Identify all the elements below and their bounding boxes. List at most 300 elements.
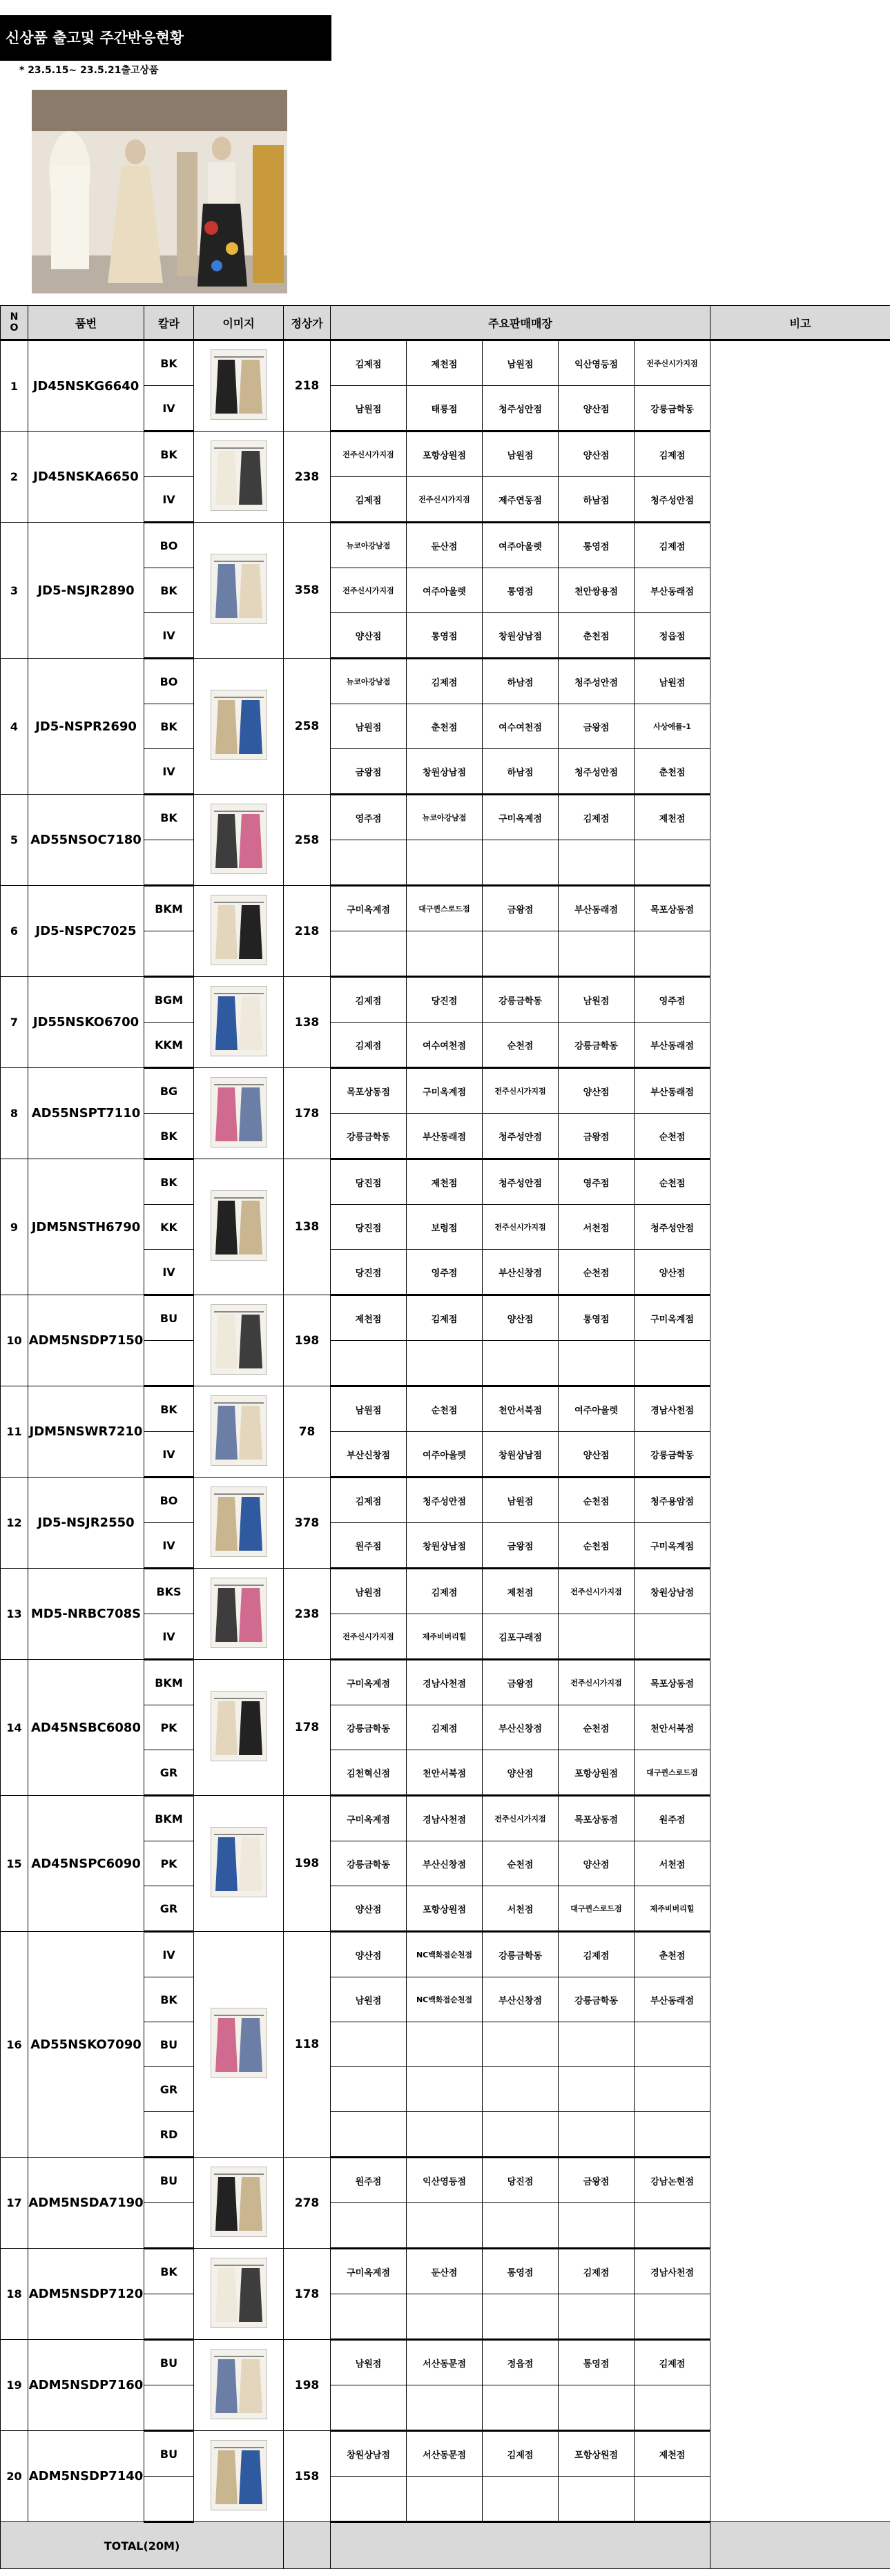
shop-cell: 양산점 [331, 1886, 407, 1932]
shop-cell [635, 840, 710, 886]
shop-cell: 금왕점 [559, 2158, 635, 2203]
shop-cell: 강남논현점 [635, 2158, 710, 2203]
color-code: RD [144, 2112, 194, 2158]
shop-cell: 제천점 [483, 1569, 559, 1614]
product-thumbnail [211, 1395, 267, 1466]
shop-cell: 순천점 [559, 1523, 635, 1569]
product-image-cell [194, 977, 284, 1068]
shop-cell [331, 931, 407, 977]
shop-cell: 대구퀸스로드점 [407, 886, 483, 931]
product-code: JD5-NSJR2550 [28, 1478, 144, 1569]
shop-cell: 뉴코아강남점 [331, 659, 407, 704]
shop-cell [407, 2203, 483, 2249]
shop-cell: 남원점 [483, 432, 559, 477]
product-image-cell [194, 2158, 284, 2249]
shop-cell: 강릉금학동 [635, 1432, 710, 1478]
shop-cell: 둔산점 [407, 2249, 483, 2294]
shop-cell: 김제점 [559, 2249, 635, 2294]
shop-cell: 남원점 [331, 2340, 407, 2385]
shop-cell: 김제점 [635, 523, 710, 568]
product-code: ADM5NSDA7190 [28, 2158, 144, 2249]
shop-cell: 포항상원점 [559, 2431, 635, 2477]
product-price: 198 [284, 2340, 331, 2431]
product-code: JDM5NSWR7210 [28, 1386, 144, 1478]
shop-cell [635, 2477, 710, 2522]
color-code: BU [144, 2158, 194, 2203]
shop-cell: 목포상동점 [331, 1068, 407, 1114]
product-image-cell [194, 340, 284, 432]
shop-cell: 김제점 [407, 1569, 483, 1614]
shop-cell: 청주성안점 [635, 477, 710, 523]
product-no: 8 [1, 1068, 28, 1159]
color-code: KKM [144, 1023, 194, 1068]
shop-cell: 남원점 [331, 1977, 407, 2022]
shop-cell: 통영점 [407, 613, 483, 659]
product-price: 358 [284, 523, 331, 659]
shop-cell [331, 2112, 407, 2158]
product-thumbnail [211, 986, 267, 1056]
color-code: GR [144, 1886, 194, 1932]
color-code: BU [144, 2431, 194, 2477]
color-code [144, 2477, 194, 2522]
shop-cell: 구미옥계점 [331, 1660, 407, 1705]
color-code: BU [144, 2022, 194, 2067]
product-no: 19 [1, 2340, 28, 2431]
shop-cell: 금왕점 [483, 1660, 559, 1705]
shop-cell [407, 931, 483, 977]
color-code: BKM [144, 1796, 194, 1841]
product-code: AD45NSBC6080 [28, 1660, 144, 1796]
color-code: IV [144, 477, 194, 523]
shop-cell [559, 931, 635, 977]
product-code: ADM5NSDP7160 [28, 2340, 144, 2431]
shop-cell: 김제점 [331, 977, 407, 1023]
shop-cell: 정읍점 [483, 2340, 559, 2385]
col-header-image: 이미지 [194, 306, 284, 340]
store-display-photo [32, 90, 287, 293]
shop-cell: 여주아울렛 [483, 523, 559, 568]
shop-cell: 김제점 [635, 432, 710, 477]
color-code [144, 840, 194, 886]
shop-cell: 순천점 [559, 1250, 635, 1295]
shop-cell [559, 2067, 635, 2112]
product-no: 6 [1, 886, 28, 977]
product-thumbnail [211, 1077, 267, 1147]
shop-cell: 여주아울렛 [559, 1386, 635, 1432]
product-no: 4 [1, 659, 28, 795]
col-header-shops: 주요판매매장 [331, 306, 710, 340]
shop-cell: 천안서북점 [483, 1386, 559, 1432]
shop-cell: 양산점 [635, 1250, 710, 1295]
col-header-price: 정상가 [284, 306, 331, 340]
shop-cell: 창원상남점 [483, 1432, 559, 1478]
shop-cell: 남원점 [331, 1386, 407, 1432]
shop-cell [559, 2294, 635, 2340]
product-code: ADM5NSDP7140 [28, 2431, 144, 2522]
table-header-row [1, 306, 890, 340]
product-price: 258 [284, 659, 331, 795]
shop-cell: 순천점 [407, 1386, 483, 1432]
shop-cell: 대구퀸스로드점 [635, 1750, 710, 1796]
shop-cell: 김제점 [559, 1932, 635, 1977]
product-thumbnail [211, 554, 267, 624]
color-code: GR [144, 1750, 194, 1796]
shop-cell: 여수여천점 [407, 1023, 483, 1068]
shop-cell: 춘천점 [559, 613, 635, 659]
shop-cell: 강릉금학동 [635, 386, 710, 432]
shop-cell: 통영점 [559, 523, 635, 568]
product-code: JD5-NSPR2690 [28, 659, 144, 795]
product-code: JD5-NSPC7025 [28, 886, 144, 977]
shop-cell: 통영점 [483, 568, 559, 613]
color-code [144, 931, 194, 977]
product-code: AD55NSOC7180 [28, 795, 144, 886]
color-code: IV [144, 1250, 194, 1295]
shop-cell: 창원상남점 [407, 1523, 483, 1569]
product-no: 2 [1, 432, 28, 523]
product-code: JD5-NSJR2890 [28, 523, 144, 659]
shop-cell: 전주신시가지점 [483, 1068, 559, 1114]
shop-cell: 순천점 [559, 1478, 635, 1523]
shop-cell [331, 2294, 407, 2340]
shop-cell [407, 2112, 483, 2158]
shop-cell: 경남사천점 [407, 1796, 483, 1841]
color-code: IV [144, 386, 194, 432]
shop-cell: 태릉점 [407, 386, 483, 432]
color-code: IV [144, 1932, 194, 1977]
shop-cell: 김제점 [559, 795, 635, 840]
product-no: 18 [1, 2249, 28, 2340]
shop-cell: 강릉금학동 [559, 1023, 635, 1068]
product-no: 10 [1, 1295, 28, 1386]
shop-cell: 구미옥계점 [483, 795, 559, 840]
page-title: 신상품 출고및 주간반응현황 [0, 15, 331, 61]
shop-cell: 제주연동점 [483, 477, 559, 523]
shop-cell: 창원상남점 [331, 2431, 407, 2477]
product-thumbnail [211, 440, 267, 511]
shop-cell: 청주용암점 [635, 1478, 710, 1523]
shop-cell [483, 2294, 559, 2340]
shop-cell: 강릉금학동 [331, 1114, 407, 1159]
total-label: TOTAL(20M) [1, 2522, 284, 2569]
shop-cell: 하남점 [483, 659, 559, 704]
shop-cell: 제주비버리힐 [635, 1886, 710, 1932]
color-code: GR [144, 2067, 194, 2112]
shop-cell [559, 2112, 635, 2158]
shop-cell [407, 2385, 483, 2431]
shop-cell: 김제점 [407, 659, 483, 704]
shop-cell [635, 1614, 710, 1660]
shop-cell: 원주점 [331, 1523, 407, 1569]
product-price: 218 [284, 340, 331, 432]
shop-cell: 서천점 [635, 1841, 710, 1886]
shop-cell: 금왕점 [483, 886, 559, 931]
shop-cell: 양산점 [559, 1068, 635, 1114]
shop-cell: 천안쌍용점 [559, 568, 635, 613]
shop-cell: 창원상남점 [483, 613, 559, 659]
color-code: BK [144, 2249, 194, 2294]
shop-cell: 하남점 [483, 749, 559, 795]
product-image-cell [194, 2340, 284, 2431]
product-no: 3 [1, 523, 28, 659]
product-image-cell [194, 1159, 284, 1295]
product-price: 158 [284, 2431, 331, 2522]
product-thumbnail [211, 2167, 267, 2237]
product-image-cell [194, 659, 284, 795]
product-thumbnail [211, 349, 267, 420]
shop-cell: 남원점 [331, 704, 407, 749]
shop-cell: 제천점 [331, 1295, 407, 1341]
product-price: 78 [284, 1386, 331, 1478]
shop-cell: 강릉금학동 [559, 1977, 635, 2022]
shop-cell: 순천점 [635, 1114, 710, 1159]
shop-cell: 경남사천점 [407, 1660, 483, 1705]
shop-cell [483, 2203, 559, 2249]
color-code: BK [144, 568, 194, 613]
shop-cell: 창원상남점 [635, 1569, 710, 1614]
shop-cell: 구미옥계점 [331, 1796, 407, 1841]
shop-cell: 청주성안점 [559, 659, 635, 704]
shop-cell: 부산신창점 [483, 1250, 559, 1295]
product-image-cell [194, 432, 284, 523]
product-price: 238 [284, 1569, 331, 1660]
shop-cell: 남원점 [559, 977, 635, 1023]
color-code: BKM [144, 1660, 194, 1705]
shop-cell: 부산동래점 [635, 1068, 710, 1114]
shop-cell [331, 2477, 407, 2522]
color-code: BK [144, 1977, 194, 2022]
shop-cell: 통영점 [483, 2249, 559, 2294]
product-price: 198 [284, 1295, 331, 1386]
product-code: AD55NSPT7110 [28, 1068, 144, 1159]
shop-cell: 양산점 [331, 1932, 407, 1977]
color-code: BK [144, 704, 194, 749]
product-image-cell [194, 886, 284, 977]
shop-cell: 원주점 [331, 2158, 407, 2203]
product-price: 238 [284, 432, 331, 523]
shop-cell: 전주신시가지점 [483, 1205, 559, 1250]
shop-cell: 양산점 [559, 1841, 635, 1886]
shop-cell: 창원상남점 [407, 749, 483, 795]
shop-cell: 김제점 [407, 1295, 483, 1341]
shop-cell: 금왕점 [559, 1114, 635, 1159]
shop-cell: 둔산점 [407, 523, 483, 568]
shop-cell: 순천점 [483, 1023, 559, 1068]
shop-cell: 영주점 [559, 1159, 635, 1205]
shop-cell: 순천점 [483, 1841, 559, 1886]
color-code [144, 2294, 194, 2340]
product-no: 17 [1, 2158, 28, 2249]
shop-cell: 김제점 [331, 1023, 407, 1068]
shop-cell: 순천점 [635, 1159, 710, 1205]
shop-cell: 김제점 [483, 2431, 559, 2477]
shop-cell: 포항상원점 [407, 1886, 483, 1932]
total-row [1, 2522, 890, 2569]
shop-cell: 남원점 [483, 1478, 559, 1523]
color-code: BU [144, 1295, 194, 1341]
color-code: BU [144, 2340, 194, 2385]
shop-cell: 청주성안점 [483, 1159, 559, 1205]
shop-cell [331, 2022, 407, 2067]
shop-cell: 원주점 [635, 1796, 710, 1841]
shop-cell: 남원점 [331, 1569, 407, 1614]
shop-cell: 천안서북점 [635, 1705, 710, 1750]
shop-cell: 제천점 [407, 1159, 483, 1205]
product-no: 1 [1, 340, 28, 432]
shop-cell: 통영점 [559, 2340, 635, 2385]
color-code: IV [144, 749, 194, 795]
product-price: 258 [284, 795, 331, 886]
shop-cell [483, 931, 559, 977]
shop-cell: 양산점 [559, 432, 635, 477]
shop-cell: 김제점 [331, 477, 407, 523]
product-thumbnail [211, 690, 267, 760]
product-price: 138 [284, 1159, 331, 1295]
color-code [144, 2385, 194, 2431]
shop-cell [559, 2203, 635, 2249]
product-code: JDM5NSTH6790 [28, 1159, 144, 1295]
shop-cell: 양산점 [559, 1432, 635, 1478]
shop-cell: 강릉금학동 [331, 1705, 407, 1750]
product-image-cell [194, 523, 284, 659]
shop-cell: 금왕점 [483, 1523, 559, 1569]
product-code: MD5-NRBC708S [28, 1569, 144, 1660]
date-range-note: * 23.5.15~ 23.5.21출고상품 [19, 65, 159, 76]
color-code: BK [144, 1386, 194, 1432]
shop-cell: 부산동래점 [635, 1977, 710, 2022]
shop-cell: 전주신시가지점 [331, 568, 407, 613]
color-code: BK [144, 340, 194, 386]
color-code [144, 1341, 194, 1386]
product-thumbnail [211, 1486, 267, 1557]
shop-cell: 강릉금학동 [483, 977, 559, 1023]
product-no: 15 [1, 1796, 28, 1932]
shop-cell: 전주신시가지점 [331, 1614, 407, 1660]
shop-cell: 남원점 [483, 340, 559, 386]
product-image-cell [194, 1295, 284, 1386]
product-no: 9 [1, 1159, 28, 1295]
shop-cell: 뉴코아강남점 [331, 523, 407, 568]
shop-cell: 김제점 [635, 2340, 710, 2385]
shop-cell: 양산점 [559, 386, 635, 432]
shop-cell [635, 2385, 710, 2431]
color-code: BGM [144, 977, 194, 1023]
shop-cell: 순천점 [559, 1705, 635, 1750]
product-code: ADM5NSDP7150 [28, 1295, 144, 1386]
shop-cell [331, 2067, 407, 2112]
shop-cell [559, 840, 635, 886]
product-no: 5 [1, 795, 28, 886]
shop-cell: 포항상원점 [407, 432, 483, 477]
shop-cell: 금왕점 [331, 749, 407, 795]
product-image-cell [194, 1386, 284, 1478]
table-body [1, 340, 890, 2522]
total-price-cell [284, 2522, 331, 2569]
shop-cell: 부산신창점 [331, 1432, 407, 1478]
product-price: 278 [284, 2158, 331, 2249]
color-code: KK [144, 1205, 194, 1250]
shop-cell: 당진점 [407, 977, 483, 1023]
col-header-code: 품번 [28, 306, 144, 340]
shop-cell: 목포상동점 [635, 1660, 710, 1705]
shop-cell: 부산신창점 [483, 1705, 559, 1750]
product-no: 11 [1, 1386, 28, 1478]
shop-cell: 전주신시가지점 [331, 432, 407, 477]
shop-cell: 김제점 [407, 1705, 483, 1750]
shop-cell: 제천점 [407, 340, 483, 386]
shop-cell: 뉴코아강남점 [407, 795, 483, 840]
shop-cell [635, 2067, 710, 2112]
shop-cell [331, 2203, 407, 2249]
shop-cell: 춘천점 [407, 704, 483, 749]
shop-cell [407, 2022, 483, 2067]
shop-cell: 구미옥계점 [331, 886, 407, 931]
shop-cell: 양산점 [483, 1295, 559, 1341]
product-price: 218 [284, 886, 331, 977]
shop-cell: 정읍점 [635, 613, 710, 659]
shop-cell [483, 840, 559, 886]
product-image-cell [194, 1796, 284, 1932]
product-image-cell [194, 2249, 284, 2340]
col-header-note: 비고 [710, 306, 890, 340]
shop-cell: 남원점 [331, 386, 407, 432]
shop-cell: 통영점 [559, 1295, 635, 1341]
shop-cell [635, 931, 710, 977]
product-price: 378 [284, 1478, 331, 1569]
shop-cell: 구미옥계점 [635, 1295, 710, 1341]
shop-cell: 목포상동점 [635, 886, 710, 931]
shop-cell: 경남사천점 [635, 1386, 710, 1432]
shop-cell: 남원점 [635, 659, 710, 704]
product-price: 198 [284, 1796, 331, 1932]
shop-cell: 부산동래점 [635, 1023, 710, 1068]
shop-cell: 청주성안점 [483, 1114, 559, 1159]
shop-cell: 부산동래점 [407, 1114, 483, 1159]
shop-cell: 청주성안점 [635, 1205, 710, 1250]
product-image-cell [194, 1068, 284, 1159]
shop-cell: 제천점 [635, 795, 710, 840]
shop-cell [559, 2477, 635, 2522]
product-thumbnail [211, 2258, 267, 2328]
shop-cell: 사상애플-1 [635, 704, 710, 749]
color-code: IV [144, 1523, 194, 1569]
color-code: BK [144, 1159, 194, 1205]
shop-cell [483, 2385, 559, 2431]
note-cell [710, 340, 890, 2522]
color-code: BKM [144, 886, 194, 931]
shop-cell: 제천점 [635, 2431, 710, 2477]
shop-cell: 춘천점 [635, 1932, 710, 1977]
shop-cell [635, 1341, 710, 1386]
product-no: 12 [1, 1478, 28, 1569]
shop-cell: 당진점 [331, 1250, 407, 1295]
color-code: BK [144, 432, 194, 477]
shop-cell: 영주점 [331, 795, 407, 840]
shop-cell [559, 1614, 635, 1660]
shop-cell: 구미옥계점 [635, 1523, 710, 1569]
product-no: 14 [1, 1660, 28, 1796]
product-code: JD45NSKA6650 [28, 432, 144, 523]
shop-cell: 당진점 [331, 1159, 407, 1205]
shop-cell: 전주신시가지점 [559, 1569, 635, 1614]
product-no: 20 [1, 2431, 28, 2522]
shop-cell [483, 2477, 559, 2522]
product-thumbnail [211, 895, 267, 965]
shop-cell: 양산점 [331, 613, 407, 659]
shop-cell: 부산신창점 [483, 1977, 559, 2022]
shop-cell [331, 2385, 407, 2431]
shop-cell: 전주신시가지점 [407, 477, 483, 523]
